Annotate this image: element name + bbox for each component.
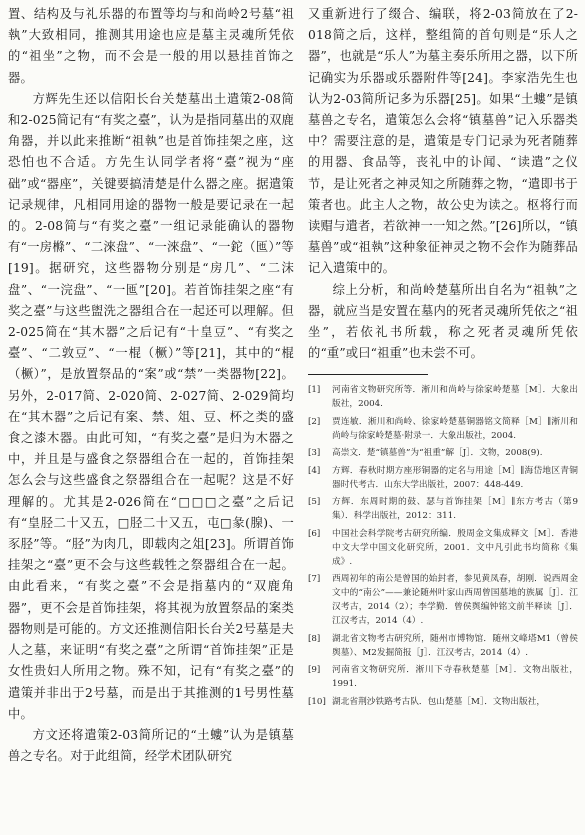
- body-paragraph: 综上分析，和尚岭楚墓所出自名为“祖執”之器，就应当是安置在墓内的死者灵魂所凭依之“祖坐”，若依礼书所载，称之死者灵魂所凭依的“重”或曰“祖重”也未尝不可。: [308, 282, 578, 361]
- reference-number: [10]: [308, 696, 326, 707]
- reference-number: [1]: [308, 385, 321, 396]
- left-column: [8, 4, 294, 767]
- reference-number: [4]: [308, 465, 321, 476]
- reference-list: [308, 383, 578, 709]
- body-paragraph: 又重新进行了缀合、编联，将2-03简放在了2-018简之后，这样，整组简的首句则是“乐人之器”，也就是“乐人”为墓主奏乐所用之器，以下所记确实为乐器或乐器附件等[24]。李家浩先生也认为2-03简所记多为乐器[25]。如果“土螻”是镇墓兽之专名，遣策怎么会将“镇墓兽”记入乐器类中？需要注意的是，遣策是专门记录为死者随葬的用器、食品等，丧礼中的讣闻、“读遣”之仪节，是让死者之神灵知之所随葬之物，“遣即书于策者也。此主人之物，故公史为读之。枢将行而读赗与遣者，若欲神一一知之然。”[26]所以，“镇墓兽”或“祖執”这种象征神灵之物不会作为随葬品记入遣策中的。: [308, 7, 578, 276]
- reference-text: 贾连敏．淅川和尚岭、徐家岭楚墓铜器铭文简释［M］∥淅川和尚岭与徐家岭楚墓·附录一．大象出版社，2004.: [332, 416, 578, 441]
- reference-item: [308, 572, 578, 628]
- reference-text: 中国社会科学院考古研究所编．殷周金文集成释文［M］．香港中文大学中国文化研究所，2001．文中凡引此书均简称《集成》.: [332, 528, 578, 567]
- reference-text: 河南省文物研究所等．淅川和尚岭与徐家岭楚墓［M］．大象出版社，2004.: [332, 385, 578, 410]
- reference-number: [7]: [308, 574, 321, 585]
- reference-text: 高崇文．楚“镇墓兽”为“祖重”解［J］．文物，2008(9).: [332, 448, 543, 459]
- reference-item: [308, 383, 578, 411]
- reference-text: 河南省文物研究所．淅川下寺春秋楚墓［M］．文物出版社，1991.: [332, 665, 578, 690]
- reference-text: 湖北省文物考古研究所，随州市博物馆．随州文峰塔M1（曾侯舆墓）、M2发掘简报［J］．江汉考古，2014（4）.: [332, 633, 578, 658]
- reference-number: [8]: [308, 633, 321, 644]
- reference-text: 方辉．春秋时期方座形铜器的定名与用途［M］∥海岱地区青铜器时代考古．山东大学出版社，2007：448-449.: [332, 465, 578, 490]
- right-body-text: [308, 4, 578, 364]
- right-column: [308, 4, 578, 712]
- reference-item: [308, 527, 578, 569]
- reference-item: [308, 663, 578, 691]
- footnote-divider: [308, 374, 428, 375]
- reference-number: [6]: [308, 528, 321, 539]
- body-paragraph: 置、结构及与礼乐器的布置等均与和尚岭2号墓“祖執”大致相同，推测其用途也应是墓主灵魂所凭依的“祖坐”之物，而不会是一般的用以悬挂首饰之器。: [8, 7, 294, 85]
- reference-item: [308, 695, 578, 709]
- reference-item: [308, 415, 578, 443]
- body-paragraph: 方文还将遣策2-03简所记的“土螻”认为是镇墓兽之专名。对于此组简，经学术团队研究: [8, 727, 294, 764]
- reference-text: 西周初年的南公是曾国的始封者，参见黄凤春，胡刚．说西周金文中的“南公”——兼论随州叶家山西周曾国墓地的族属［J］．江汉考古，2014（2）；李学勤．曾侯舆编钟铭文前半释读［J］．江汉考古，2014（4）.: [332, 574, 578, 627]
- reference-number: [2]: [308, 416, 321, 427]
- reference-item: [308, 446, 578, 460]
- reference-text: 湖北省荆沙铁路考古队．包山楚墓［M］．文物出版社，: [332, 696, 546, 707]
- reference-text: 方辉．东周时期的鼓、瑟与首饰挂架［M］∥东方考古（第9集）．科学出版社，2012：311.: [332, 497, 578, 522]
- reference-number: [9]: [308, 665, 321, 676]
- reference-item: [308, 464, 578, 492]
- body-paragraph: 方辉先生还以信阳长台关楚墓出土遣策2-08简和2-025简记有“有奖之臺”，认为是指同墓出的双鹿角器，并以此来推断“祖執”也是首饰挂架之座，这恐怕也不合适。方先生认同学者将“臺”视为“座础”或“器座”，关键要搞清楚是什么器之座。据遣策记录规律，凡相同用途的器物一般是要记录在一起的。2-08简与“有奖之臺”一组记录能确认的器物有“一房樤”、“二淶盘”、“一淶盘”、“一鉈（匜）”等[19]。据研究，这些器物分别是“房几”、“二沫盘”、“一浣盘”、“一匜”[20]。若首饰挂架之座“有奖之臺”与这些盥洗之器组合在一起还可以理解。但2-025简在“其木器”之后记有“十皇豆”、“有奖之臺”、“二敦豆”、“一棍（橛）”等[21]，其中的“棍（橛）”，是放置祭品的“案”或“禁”一类器物[22]。另外，2-017简、2-020简、2-027简、2-029简均在“其木器”之后记有案、禁、俎、豆、杯之类的盛食之漆木器。由此可知，“有奖之臺”是归为木器之中，并且是与盛食之祭器组合在一起的，首饰挂架怎么会与这些盛食之祭器组合在一起呢？这是不好理解的。尤其是2-026简在“□□□之臺”之后记有“皇胫二十又五，□胫二十又五，屯□彖(腺)、一豕胫”等。“胫”为肉几，即载肉之俎[23]。所谓首饰挂架之“臺”更不会与这些载牲之祭器组合在一起。由此看来，“有奖之臺”不会是指墓内的“双鹿角器”，更不会是首饰挂架，将其视为放置祭品的案类器物则是可能的。方文还推测信阳长台关2号墓是夫人之墓，来证明“有奖之臺”之所谓“首饰挂架”正是女性贵妇人所用之物。殊不知，记有“有奖之臺”的遣策并非出于2号墓，而是出于其推测的1号男性墓中。: [8, 91, 294, 721]
- reference-item: [308, 632, 578, 660]
- reference-number: [3]: [308, 448, 321, 459]
- reference-item: [308, 495, 578, 523]
- reference-number: [5]: [308, 497, 321, 508]
